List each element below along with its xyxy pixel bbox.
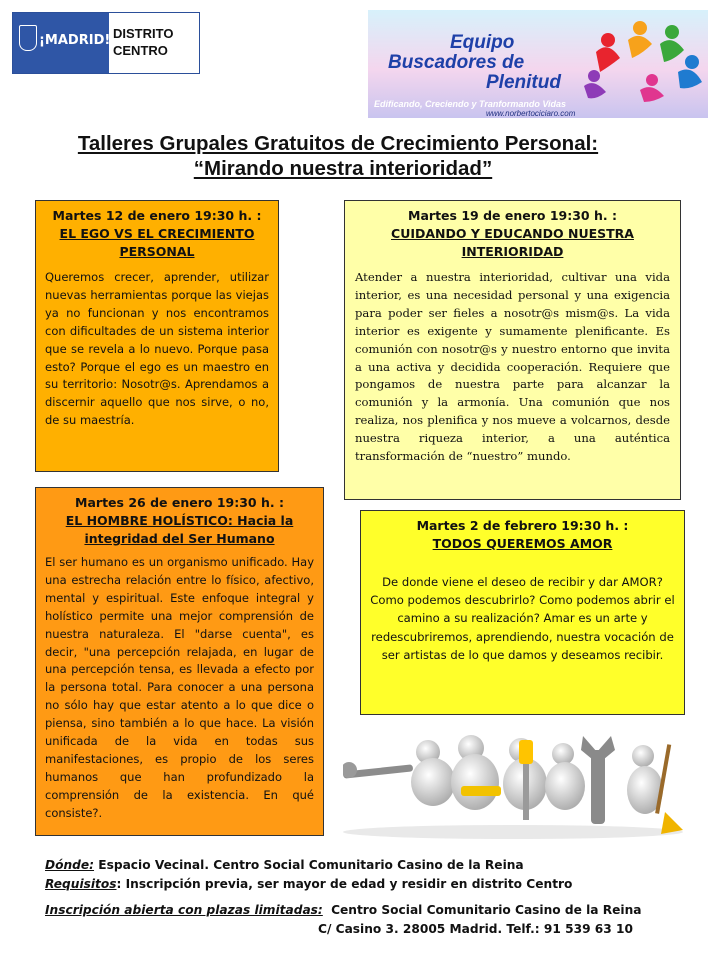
banner-line1: Equipo <box>450 32 515 53</box>
workshop-3-header <box>45 494 314 548</box>
logo-distrito-text: DISTRITO CENTRO <box>113 26 174 58</box>
workshop-1-topic: EL EGO VS EL CRECIMIENTO PERSONAL <box>59 226 255 259</box>
workshop-3-date: Martes 26 de enero 19:30 h. : <box>75 495 284 510</box>
logo-blue-panel <box>13 13 109 73</box>
title-line1: Talleres Grupales Gratuitos de Crecimiento Personal: <box>77 132 599 155</box>
footer-inscripcion-label: Inscripción abierta con plazas limitadas: <box>45 903 323 917</box>
workshop-box-1 <box>35 200 279 472</box>
page-title <box>0 131 676 181</box>
banner-tagline: Edificando, Creciendo y Tranformando Vidas <box>374 99 567 109</box>
workshop-2-header <box>355 207 670 261</box>
workshop-2-description: Atender a nuestra interioridad, cultivar una vida interior, es una necesidad personal y una exigencia para poder ser fieles a nosotr@s mism@s. La vida interior es exigente y sumamente plenificante. Es comunión con nosotr@s y nuestro entorno que invita a una activa y decidida cooperación. Requiere que pongamos de nuestra parte para alcanzar la comunión y la armonía. Una comunión que nos realiza, nos plenifica y nos mueve a volcarnos, desde nuestra riqueza interior, a una auténtica transformación de “nuestro” mundo. <box>355 270 670 464</box>
workshop-1-date: Martes 12 de enero 19:30 h. : <box>52 208 262 223</box>
workshop-box-2 <box>344 200 681 500</box>
workshop-4-description: De donde viene el deseo de recibir y dar AMOR? Como podemos descubrirlo? Como podemos abrir el camino a su realización? Amar es un arte y redescubriremos, aprendiendo, nuestra vocación de ser artistas de lo que damos y deseamos recibir. <box>370 575 675 662</box>
footer-requisitos <box>45 877 572 891</box>
workshop-2-date: Martes 19 de enero 19:30 h. : <box>408 208 617 223</box>
workshop-box-3 <box>35 487 324 836</box>
footer-donde-label: Dónde: <box>45 858 95 872</box>
footer-inscripcion <box>45 903 642 917</box>
workshop-1-description: Queremos crecer, aprender, utilizar nuevas herramientas porque las viejas ya no funcionan y nos encontramos con dificultades de un sistema interior que se revela a lo nuevo. Porque pasa esto? Porque el ego es un maestro en su territorio: Nosotr@s. Aprendamos a discernir aquello que nos sirve, o no, de su maestría. <box>45 270 269 428</box>
people-circle-icon <box>578 10 708 105</box>
banner-line2: Buscadores de <box>388 52 525 73</box>
madrid-distrito-centro-logo <box>12 12 200 74</box>
banner-url: www.norbertociciaro.com <box>486 109 576 118</box>
workshop-2-topic: CUIDANDO Y EDUCANDO NUESTRA INTERIORIDAD <box>391 226 634 259</box>
workshop-4-header <box>369 517 676 553</box>
team-tools-illustration <box>343 730 703 840</box>
madrid-crest-icon <box>19 25 37 51</box>
footer-address: C/ Casino 3. 28005 Madrid. Telf.: 91 539 63 10 <box>318 922 633 936</box>
workshop-3-topic: EL HOMBRE HOLÍSTICO: Hacia la integridad del Ser Humano <box>65 513 294 546</box>
title-line2: “Mirando nuestra interioridad” <box>193 157 493 180</box>
workshop-box-4 <box>360 510 685 715</box>
footer-inscripcion-value1: Centro Social Comunitario Casino de la Reina <box>331 903 642 917</box>
logo-madrid-text: ¡MADRID! <box>39 33 111 48</box>
equipo-banner <box>368 10 708 118</box>
workshop-4-topic: TODOS QUEREMOS AMOR <box>432 536 613 551</box>
footer-donde-value: Espacio Vecinal. Centro Social Comunitario Casino de la Reina <box>98 858 524 872</box>
footer-donde <box>45 858 524 872</box>
banner-line3: Plenitud <box>486 72 561 93</box>
workshop-4-date: Martes 2 de febrero 19:30 h. : <box>416 518 629 533</box>
workshop-3-description: El ser humano es un organismo unificado. Hay una estrecha relación entre lo físico, afectivo, mental y espiritual. Este enfoque integral y holístico permite una mejor comprensión de nuestra naturaleza. El "darse cuenta", es decir, "una percepción relajada, en lugar de una percepción tensa, es llevada a efecto por la persona total. Para conocer a una persona no sólo hay que estar atento a lo que dice o piensa, sino también a lo que hace. La visión unificada de la vida en todas sus manifestaciones, es propio de los seres humanos que han profundizado la comprensión de la existencia. En qué consiste?. <box>45 555 314 820</box>
footer-requisitos-label: Requisitos <box>45 877 117 891</box>
workshop-1-header <box>45 207 269 261</box>
footer-requisitos-value: : Inscripción previa, ser mayor de edad y residir en distrito Centro <box>116 877 573 891</box>
